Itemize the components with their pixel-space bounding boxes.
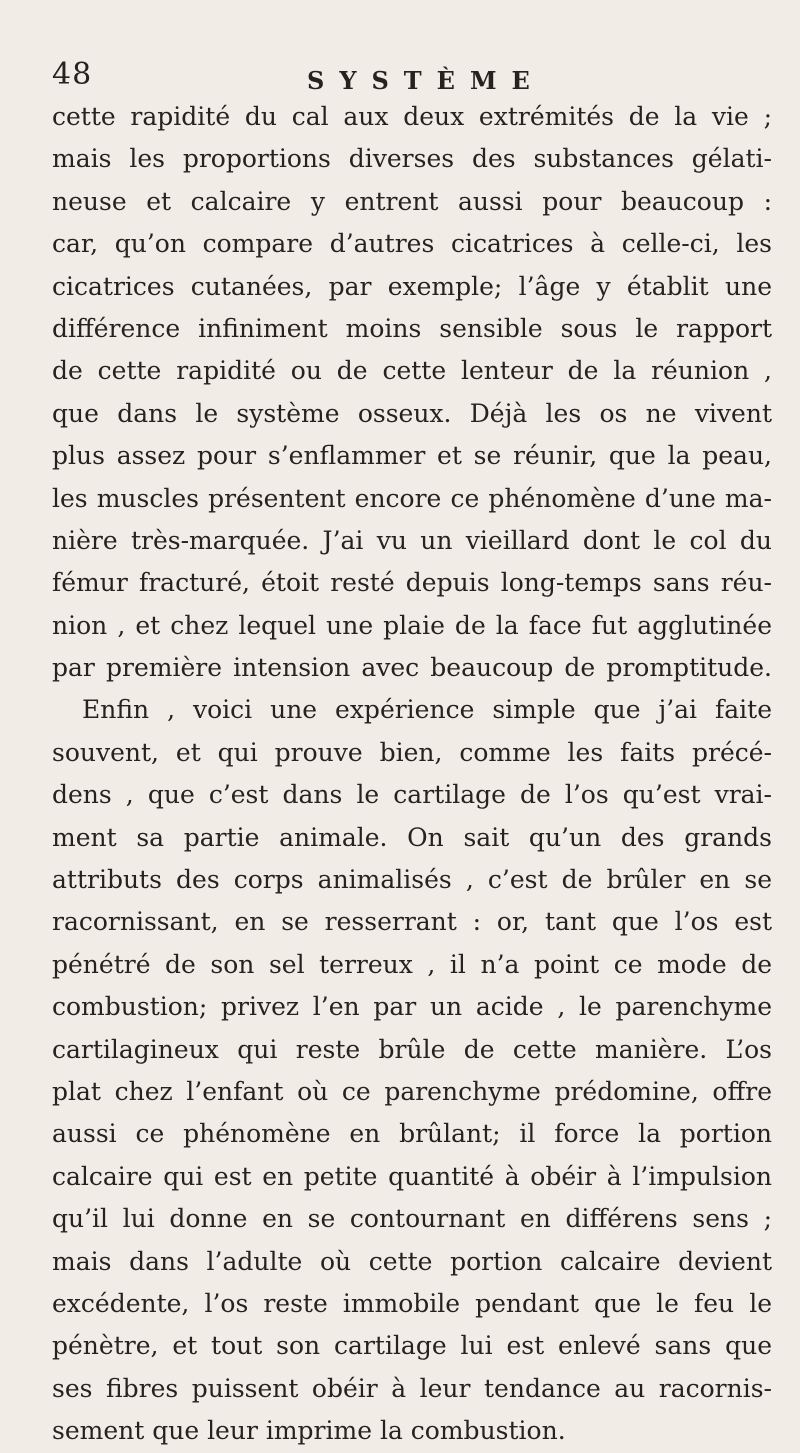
page-number: 48 xyxy=(52,57,93,92)
text-line: mais les proportions diverses des substances gélati- xyxy=(52,144,772,174)
text-line: attributs des corps animalisés , c’est de brûler en se xyxy=(52,865,772,895)
text-line: neuse et calcaire y entrent aussi pour beaucoup : xyxy=(52,186,772,216)
text-line: par première intension avec beaucoup de promptitude. xyxy=(52,653,772,683)
text-line: ses fibres puissent obéir à leur tendance au racornis- xyxy=(52,1373,772,1403)
text-line: les muscles présentent encore ce phénomène d’une ma- xyxy=(52,483,772,513)
text-line: racornissant, en se resserrant : or, tant que l’os est xyxy=(52,907,772,937)
text-line: nion , et chez lequel une plaie de la face fut agglutinée xyxy=(52,610,772,640)
text-line: qu’il lui donne en se contournant en différens sens ; xyxy=(52,1204,772,1234)
text-line: excédente, l’os reste immobile pendant que le feu le xyxy=(52,1288,772,1318)
text-line: que dans le système osseux. Déjà les os ne vivent xyxy=(52,398,772,428)
text-line: pénètre, et tout son cartilage lui est enlevé sans que xyxy=(52,1331,772,1361)
text-line: combustion; privez l’en par un acide , le parenchyme xyxy=(52,992,772,1022)
text-line: mais dans l’adulte où cette portion calcaire devient xyxy=(52,1246,772,1276)
text-line: cette rapidité du cal aux deux extrémités de la vie ; xyxy=(52,102,772,131)
text-line: aussi ce phénomène en brûlant; il force la portion xyxy=(52,1119,772,1149)
text-line: Enfin , voici une expérience simple que j’ai faite xyxy=(82,695,772,725)
text-line: car, qu’on compare d’autres cicatrices à celle-ci, les xyxy=(52,229,772,259)
text-line: de cette rapidité ou de cette lenteur de la réunion , xyxy=(52,356,772,386)
text-line: plat chez l’enfant où ce parenchyme prédomine, offre xyxy=(52,1076,772,1106)
text-line: nière très-marquée. J’ai vu un vieillard dont le col du xyxy=(52,525,772,555)
text-line: souvent, et qui prouve bien, comme les faits précé- xyxy=(52,737,772,767)
text-line: cartilagineux qui reste brûle de cette manière. L’os xyxy=(52,1034,772,1064)
text-line: dens , que c’est dans le cartilage de l’os qu’est vrai- xyxy=(52,780,772,810)
text-line: plus assez pour s’enflammer et se réunir, que la peau, xyxy=(52,441,772,471)
text-line: fémur fracturé, étoit resté depuis long-temps sans réu- xyxy=(52,568,772,598)
running-title: SYSTÈME xyxy=(307,66,545,95)
text-line: cicatrices cutanées, par exemple; l’âge y établit une xyxy=(52,271,772,301)
text-line: calcaire qui est en petite quantité à obéir à l’impulsion xyxy=(52,1161,772,1191)
body-text xyxy=(52,96,772,1453)
text-line: différence infiniment moins sensible sous le rapport xyxy=(52,313,772,343)
text-line: ment sa partie animale. On sait qu’un des grands xyxy=(52,822,772,852)
text-line: sement que leur imprime la combustion. xyxy=(52,1416,566,1446)
page-header xyxy=(52,58,752,98)
text-line: pénétré de son sel terreux , il n’a point ce mode de xyxy=(52,949,772,979)
